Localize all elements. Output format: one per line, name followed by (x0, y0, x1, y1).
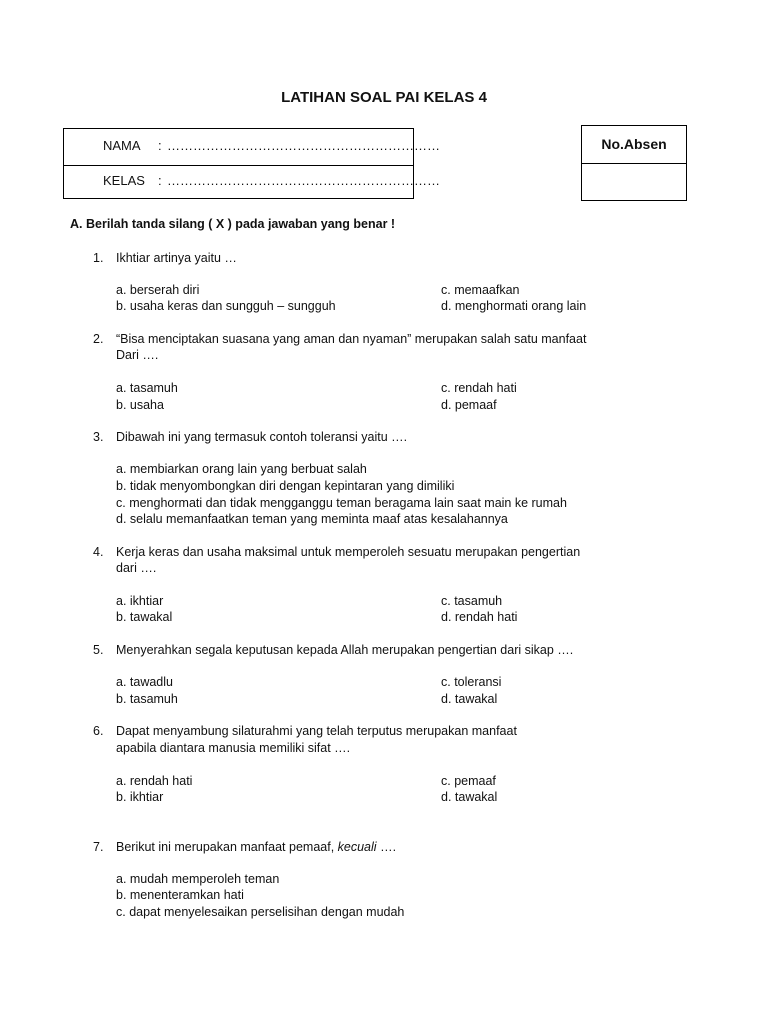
nama-colon: : (158, 138, 162, 153)
question-text-emphasis: kecuali (337, 840, 377, 854)
nama-field[interactable]: ……………………………………………………… (167, 138, 440, 153)
option: d. menghormati orang lain (441, 299, 587, 313)
option: a. ikhtiar (116, 594, 164, 608)
question-text: apabila diantara manusia memiliki sifat …. (116, 741, 351, 755)
question-number: 3. (93, 430, 104, 444)
option: a. tasamuh (116, 381, 178, 395)
option: a. mudah memperoleh teman (116, 872, 280, 886)
question-text (116, 839, 396, 856)
question-text: Kerja keras dan usaha maksimal untuk memperoleh sesuatu merupakan pengertian (116, 545, 581, 559)
nama-label: NAMA (103, 138, 141, 153)
kelas-colon: : (158, 173, 162, 188)
option: d. rendah hati (441, 610, 518, 624)
option: c. menghormati dan tidak mengganggu teman beragama lain saat main ke rumah (116, 496, 567, 510)
option: b. usaha (116, 398, 164, 412)
option: a. membiarkan orang lain yang berbuat salah (116, 462, 367, 476)
question-number: 1. (93, 251, 104, 265)
question-text: dari …. (116, 561, 157, 575)
kelas-row (64, 164, 440, 200)
absen-label: No.Absen (582, 126, 686, 164)
question-text-main: Berikut ini merupakan manfaat pemaaf, (116, 840, 335, 854)
option: d. pemaaf (441, 398, 497, 412)
question-text-tail: …. (380, 840, 397, 854)
question-text: Dari …. (116, 348, 159, 362)
question-number: 4. (93, 545, 104, 559)
option: c. dapat menyelesaikan perselisihan dengan mudah (116, 905, 405, 919)
option: d. tawakal (441, 790, 498, 804)
question-text: Dapat menyambung silaturahmi yang telah terputus merupakan manfaat (116, 724, 517, 738)
option: c. pemaaf (441, 774, 496, 788)
question-text: Ikhtiar artinya yaitu … (116, 251, 237, 265)
option: b. tidak menyombongkan diri dengan kepintaran yang dimiliki (116, 479, 455, 493)
option: a. berserah diri (116, 283, 200, 297)
absen-field[interactable] (582, 164, 686, 200)
option: b. menenteramkan hati (116, 888, 244, 902)
option: c. rendah hati (441, 381, 517, 395)
question-text: Menyerahkan segala keputusan kepada Allah merupakan pengertian dari sikap …. (116, 643, 574, 657)
option: b. ikhtiar (116, 790, 164, 804)
page-title: LATIHAN SOAL PAI KELAS 4 (281, 89, 487, 106)
option: a. rendah hati (116, 774, 193, 788)
identity-box (63, 128, 440, 199)
kelas-field[interactable]: ……………………………………………………… (167, 173, 440, 188)
question-number: 6. (93, 724, 104, 738)
question-number: 2. (93, 332, 104, 346)
option: b. tawakal (116, 610, 173, 624)
option: c. memaafkan (441, 283, 520, 297)
option: c. tasamuh (441, 594, 503, 608)
option: b. tasamuh (116, 692, 178, 706)
option: b. usaha keras dan sungguh – sungguh (116, 299, 336, 313)
nama-row (64, 129, 440, 166)
absen-box (581, 125, 687, 201)
option: d. selalu memanfaatkan teman yang meminta maaf atas kesalahannya (116, 512, 508, 526)
kelas-label: KELAS (103, 173, 145, 188)
question-text: Dibawah ini yang termasuk contoh toleransi yaitu …. (116, 430, 408, 444)
section-heading: A. Berilah tanda silang ( X ) pada jawaban yang benar ! (70, 217, 396, 231)
question-number: 5. (93, 643, 104, 657)
option: c. toleransi (441, 675, 502, 689)
question-number: 7. (93, 840, 104, 854)
option: d. tawakal (441, 692, 498, 706)
option: a. tawadlu (116, 675, 173, 689)
question-text: “Bisa menciptakan suasana yang aman dan nyaman” merupakan salah satu manfaat (116, 332, 587, 346)
